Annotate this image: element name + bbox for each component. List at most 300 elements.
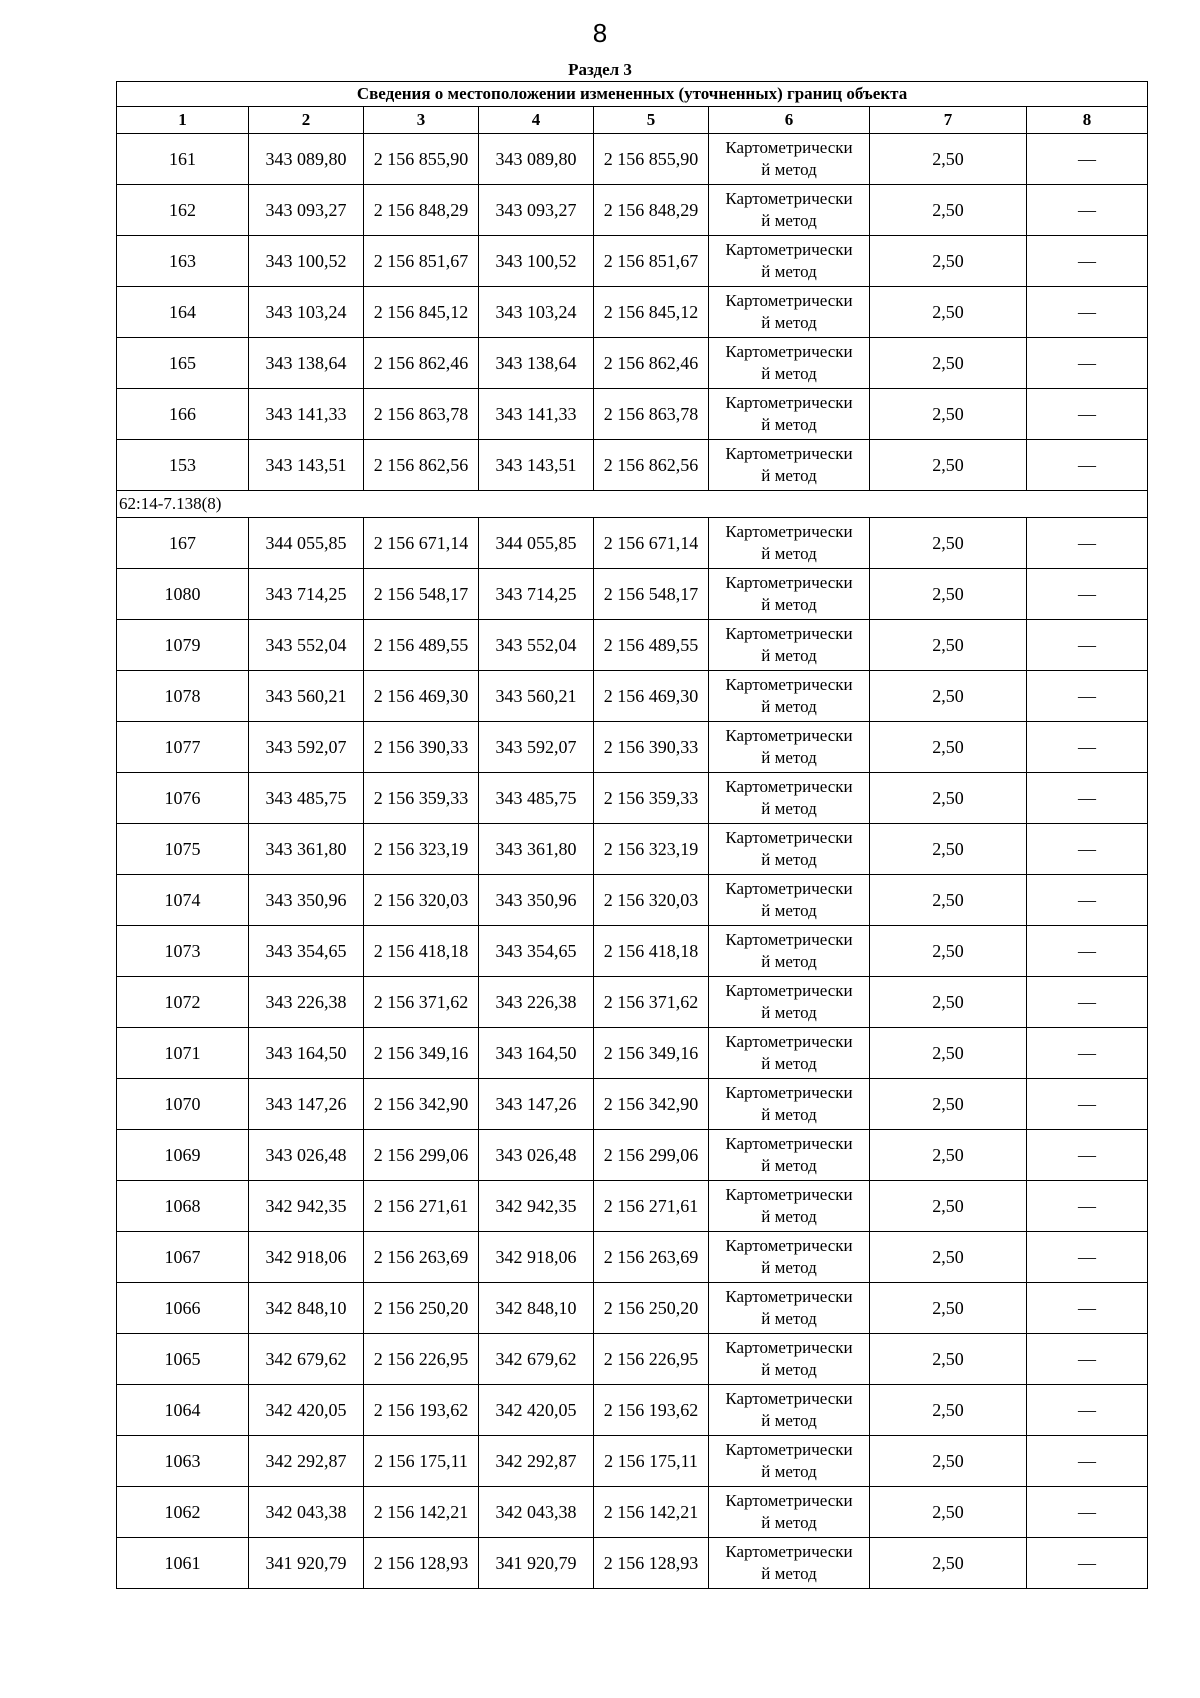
point-number: 164	[117, 287, 249, 338]
determination-method-line1: Картометрически	[725, 1440, 853, 1459]
determination-method-cell	[709, 185, 870, 236]
existing-x-coordinate: 342 679,62	[249, 1334, 364, 1385]
refined-y-coordinate: 2 156 548,17	[594, 569, 709, 620]
determination-method-line1: Картометрически	[725, 930, 853, 949]
determination-method-line2: й метод	[761, 952, 817, 971]
refined-y-coordinate: 2 156 851,67	[594, 236, 709, 287]
refined-x-coordinate: 343 147,26	[479, 1079, 594, 1130]
determination-method-line2: й метод	[761, 901, 817, 920]
determination-method-cell	[709, 1385, 870, 1436]
point-number: 1073	[117, 926, 249, 977]
existing-x-coordinate: 343 560,21	[249, 671, 364, 722]
accuracy-value: 2,50	[870, 824, 1027, 875]
determination-method-cell	[709, 440, 870, 491]
existing-x-coordinate: 343 164,50	[249, 1028, 364, 1079]
existing-y-coordinate: 2 156 848,29	[364, 185, 479, 236]
table-row	[117, 338, 1148, 389]
refined-x-coordinate: 342 043,38	[479, 1487, 594, 1538]
refined-x-coordinate: 343 026,48	[479, 1130, 594, 1181]
accuracy-value: 2,50	[870, 1283, 1027, 1334]
existing-y-coordinate: 2 156 851,67	[364, 236, 479, 287]
refined-y-coordinate: 2 156 359,33	[594, 773, 709, 824]
page-number: 8	[592, 18, 608, 48]
determination-method-line2: й метод	[761, 1258, 817, 1277]
determination-method-cell	[709, 236, 870, 287]
existing-y-coordinate: 2 156 299,06	[364, 1130, 479, 1181]
existing-y-coordinate: 2 156 271,61	[364, 1181, 479, 1232]
determination-method-cell	[709, 1487, 870, 1538]
table-row	[117, 773, 1148, 824]
refined-x-coordinate: 342 848,10	[479, 1283, 594, 1334]
table-row	[117, 722, 1148, 773]
accuracy-value: 2,50	[870, 134, 1027, 185]
determination-method-line2: й метод	[761, 1054, 817, 1073]
refined-y-coordinate: 2 156 848,29	[594, 185, 709, 236]
point-number: 1070	[117, 1079, 249, 1130]
refined-y-coordinate: 2 156 323,19	[594, 824, 709, 875]
determination-method-cell	[709, 338, 870, 389]
determination-method-line1: Картометрически	[725, 444, 853, 463]
refined-x-coordinate: 341 920,79	[479, 1538, 594, 1589]
existing-x-coordinate: 342 292,87	[249, 1436, 364, 1487]
accuracy-value: 2,50	[870, 569, 1027, 620]
refined-x-coordinate: 342 942,35	[479, 1181, 594, 1232]
determination-method-cell	[709, 824, 870, 875]
table-row	[117, 185, 1148, 236]
existing-y-coordinate: 2 156 489,55	[364, 620, 479, 671]
table-row	[117, 1487, 1148, 1538]
point-number: 1064	[117, 1385, 249, 1436]
determination-method-line1: Картометрически	[725, 879, 853, 898]
point-number: 1076	[117, 773, 249, 824]
no-description-dash: —	[1027, 926, 1148, 977]
refined-y-coordinate: 2 156 175,11	[594, 1436, 709, 1487]
determination-method-line1: Картометрически	[725, 675, 853, 694]
determination-method-line2: й метод	[761, 1462, 817, 1481]
existing-x-coordinate: 341 920,79	[249, 1538, 364, 1589]
refined-x-coordinate: 343 485,75	[479, 773, 594, 824]
column-number-5: 5	[594, 107, 709, 134]
existing-x-coordinate: 343 093,27	[249, 185, 364, 236]
existing-x-coordinate: 343 592,07	[249, 722, 364, 773]
accuracy-value: 2,50	[870, 236, 1027, 287]
existing-x-coordinate: 343 138,64	[249, 338, 364, 389]
determination-method-line1: Картометрически	[725, 1542, 853, 1561]
determination-method-cell	[709, 1079, 870, 1130]
existing-x-coordinate: 343 143,51	[249, 440, 364, 491]
existing-x-coordinate: 343 147,26	[249, 1079, 364, 1130]
determination-method-cell	[709, 389, 870, 440]
existing-y-coordinate: 2 156 418,18	[364, 926, 479, 977]
point-number: 165	[117, 338, 249, 389]
column-number-1: 1	[117, 107, 249, 134]
section-title: Раздел 3	[568, 60, 632, 79]
determination-method-line1: Картометрически	[725, 981, 853, 1000]
determination-method-line2: й метод	[761, 697, 817, 716]
table-row	[117, 1181, 1148, 1232]
determination-method-cell	[709, 671, 870, 722]
point-number: 1080	[117, 569, 249, 620]
table-row	[117, 671, 1148, 722]
refined-y-coordinate: 2 156 193,62	[594, 1385, 709, 1436]
determination-method-line1: Картометрически	[725, 291, 853, 310]
determination-method-line1: Картометрически	[725, 726, 853, 745]
table-row	[117, 440, 1148, 491]
no-description-dash: —	[1027, 977, 1148, 1028]
determination-method-line2: й метод	[761, 646, 817, 665]
refined-x-coordinate: 343 143,51	[479, 440, 594, 491]
existing-x-coordinate: 342 420,05	[249, 1385, 364, 1436]
no-description-dash: —	[1027, 518, 1148, 569]
column-number-6: 6	[709, 107, 870, 134]
refined-x-coordinate: 342 679,62	[479, 1334, 594, 1385]
point-number: 1068	[117, 1181, 249, 1232]
table-row	[117, 1436, 1148, 1487]
refined-x-coordinate: 343 138,64	[479, 338, 594, 389]
determination-method-cell	[709, 287, 870, 338]
boundary-coordinates-table	[116, 81, 1148, 1589]
refined-y-coordinate: 2 156 371,62	[594, 977, 709, 1028]
determination-method-line2: й метод	[761, 466, 817, 485]
refined-y-coordinate: 2 156 271,61	[594, 1181, 709, 1232]
determination-method-line2: й метод	[761, 1564, 817, 1583]
no-description-dash: —	[1027, 1436, 1148, 1487]
table-row	[117, 926, 1148, 977]
accuracy-value: 2,50	[870, 1487, 1027, 1538]
determination-method-cell	[709, 1130, 870, 1181]
refined-y-coordinate: 2 156 855,90	[594, 134, 709, 185]
accuracy-value: 2,50	[870, 1232, 1027, 1283]
no-description-dash: —	[1027, 236, 1148, 287]
existing-x-coordinate: 343 350,96	[249, 875, 364, 926]
determination-method-cell	[709, 134, 870, 185]
refined-x-coordinate: 343 552,04	[479, 620, 594, 671]
refined-y-coordinate: 2 156 469,30	[594, 671, 709, 722]
no-description-dash: —	[1027, 1283, 1148, 1334]
parcel-group-row	[117, 491, 1148, 518]
determination-method-line1: Картометрически	[725, 624, 853, 643]
existing-y-coordinate: 2 156 862,56	[364, 440, 479, 491]
determination-method-line1: Картометрически	[725, 189, 853, 208]
accuracy-value: 2,50	[870, 440, 1027, 491]
accuracy-value: 2,50	[870, 1028, 1027, 1079]
existing-x-coordinate: 342 918,06	[249, 1232, 364, 1283]
determination-method-line1: Картометрически	[725, 342, 853, 361]
determination-method-cell	[709, 875, 870, 926]
refined-x-coordinate: 342 918,06	[479, 1232, 594, 1283]
accuracy-value: 2,50	[870, 389, 1027, 440]
determination-method-cell	[709, 518, 870, 569]
table-caption-row	[117, 82, 1148, 107]
determination-method-line2: й метод	[761, 799, 817, 818]
determination-method-line2: й метод	[761, 364, 817, 383]
determination-method-line1: Картометрически	[725, 1338, 853, 1357]
point-number: 1063	[117, 1436, 249, 1487]
existing-y-coordinate: 2 156 263,69	[364, 1232, 479, 1283]
refined-y-coordinate: 2 156 845,12	[594, 287, 709, 338]
refined-x-coordinate: 343 141,33	[479, 389, 594, 440]
refined-x-coordinate: 343 226,38	[479, 977, 594, 1028]
accuracy-value: 2,50	[870, 518, 1027, 569]
no-description-dash: —	[1027, 134, 1148, 185]
point-number: 1065	[117, 1334, 249, 1385]
existing-y-coordinate: 2 156 320,03	[364, 875, 479, 926]
refined-y-coordinate: 2 156 349,16	[594, 1028, 709, 1079]
refined-y-coordinate: 2 156 299,06	[594, 1130, 709, 1181]
existing-y-coordinate: 2 156 175,11	[364, 1436, 479, 1487]
accuracy-value: 2,50	[870, 338, 1027, 389]
existing-x-coordinate: 343 026,48	[249, 1130, 364, 1181]
existing-x-coordinate: 343 103,24	[249, 287, 364, 338]
column-number-4: 4	[479, 107, 594, 134]
determination-method-line2: й метод	[761, 1513, 817, 1532]
determination-method-line1: Картометрически	[725, 828, 853, 847]
refined-y-coordinate: 2 156 142,21	[594, 1487, 709, 1538]
accuracy-value: 2,50	[870, 185, 1027, 236]
accuracy-value: 2,50	[870, 977, 1027, 1028]
determination-method-line1: Картометрически	[725, 522, 853, 541]
determination-method-line2: й метод	[761, 1309, 817, 1328]
existing-y-coordinate: 2 156 371,62	[364, 977, 479, 1028]
refined-y-coordinate: 2 156 263,69	[594, 1232, 709, 1283]
determination-method-cell	[709, 1283, 870, 1334]
refined-x-coordinate: 344 055,85	[479, 518, 594, 569]
determination-method-cell	[709, 722, 870, 773]
point-number: 161	[117, 134, 249, 185]
point-number: 1066	[117, 1283, 249, 1334]
determination-method-line1: Картометрически	[725, 1236, 853, 1255]
refined-y-coordinate: 2 156 863,78	[594, 389, 709, 440]
point-number: 1069	[117, 1130, 249, 1181]
table-row	[117, 824, 1148, 875]
accuracy-value: 2,50	[870, 671, 1027, 722]
refined-x-coordinate: 343 089,80	[479, 134, 594, 185]
point-number: 1062	[117, 1487, 249, 1538]
no-description-dash: —	[1027, 287, 1148, 338]
existing-y-coordinate: 2 156 250,20	[364, 1283, 479, 1334]
accuracy-value: 2,50	[870, 1385, 1027, 1436]
determination-method-cell	[709, 1181, 870, 1232]
column-number-2: 2	[249, 107, 364, 134]
existing-y-coordinate: 2 156 855,90	[364, 134, 479, 185]
existing-x-coordinate: 343 354,65	[249, 926, 364, 977]
existing-y-coordinate: 2 156 128,93	[364, 1538, 479, 1589]
refined-y-coordinate: 2 156 862,46	[594, 338, 709, 389]
refined-y-coordinate: 2 156 862,56	[594, 440, 709, 491]
refined-x-coordinate: 343 164,50	[479, 1028, 594, 1079]
table-row	[117, 1283, 1148, 1334]
determination-method-cell	[709, 926, 870, 977]
determination-method-line2: й метод	[761, 1411, 817, 1430]
determination-method-line2: й метод	[761, 748, 817, 767]
table-row	[117, 1079, 1148, 1130]
table-row	[117, 569, 1148, 620]
determination-method-line2: й метод	[761, 262, 817, 281]
determination-method-cell	[709, 620, 870, 671]
accuracy-value: 2,50	[870, 875, 1027, 926]
existing-x-coordinate: 343 226,38	[249, 977, 364, 1028]
determination-method-line2: й метод	[761, 1360, 817, 1379]
determination-method-line2: й метод	[761, 1105, 817, 1124]
existing-x-coordinate: 343 141,33	[249, 389, 364, 440]
table-row	[117, 875, 1148, 926]
column-number-3: 3	[364, 107, 479, 134]
no-description-dash: —	[1027, 722, 1148, 773]
determination-method-cell	[709, 773, 870, 824]
accuracy-value: 2,50	[870, 1130, 1027, 1181]
no-description-dash: —	[1027, 1181, 1148, 1232]
no-description-dash: —	[1027, 671, 1148, 722]
determination-method-line2: й метод	[761, 595, 817, 614]
existing-x-coordinate: 343 552,04	[249, 620, 364, 671]
table-row	[117, 236, 1148, 287]
point-number: 163	[117, 236, 249, 287]
refined-y-coordinate: 2 156 342,90	[594, 1079, 709, 1130]
existing-y-coordinate: 2 156 359,33	[364, 773, 479, 824]
determination-method-line1: Картометрически	[725, 1083, 853, 1102]
accuracy-value: 2,50	[870, 1436, 1027, 1487]
point-number: 1079	[117, 620, 249, 671]
point-number: 162	[117, 185, 249, 236]
refined-y-coordinate: 2 156 489,55	[594, 620, 709, 671]
refined-x-coordinate: 343 361,80	[479, 824, 594, 875]
existing-y-coordinate: 2 156 845,12	[364, 287, 479, 338]
refined-x-coordinate: 343 350,96	[479, 875, 594, 926]
table-caption: Сведения о местоположении измененных (уточненных) границ объекта	[117, 82, 1148, 107]
existing-x-coordinate: 342 942,35	[249, 1181, 364, 1232]
determination-method-cell	[709, 1436, 870, 1487]
point-number: 1077	[117, 722, 249, 773]
refined-y-coordinate: 2 156 320,03	[594, 875, 709, 926]
accuracy-value: 2,50	[870, 287, 1027, 338]
table-row	[117, 134, 1148, 185]
existing-x-coordinate: 343 100,52	[249, 236, 364, 287]
refined-x-coordinate: 342 420,05	[479, 1385, 594, 1436]
table-row	[117, 1028, 1148, 1079]
accuracy-value: 2,50	[870, 722, 1027, 773]
existing-y-coordinate: 2 156 193,62	[364, 1385, 479, 1436]
no-description-dash: —	[1027, 185, 1148, 236]
existing-y-coordinate: 2 156 390,33	[364, 722, 479, 773]
accuracy-value: 2,50	[870, 773, 1027, 824]
determination-method-cell	[709, 977, 870, 1028]
accuracy-value: 2,50	[870, 926, 1027, 977]
existing-y-coordinate: 2 156 142,21	[364, 1487, 479, 1538]
refined-y-coordinate: 2 156 671,14	[594, 518, 709, 569]
refined-x-coordinate: 343 103,24	[479, 287, 594, 338]
no-description-dash: —	[1027, 1028, 1148, 1079]
accuracy-value: 2,50	[870, 1079, 1027, 1130]
accuracy-value: 2,50	[870, 1181, 1027, 1232]
existing-y-coordinate: 2 156 226,95	[364, 1334, 479, 1385]
existing-x-coordinate: 343 485,75	[249, 773, 364, 824]
table-row	[117, 1385, 1148, 1436]
column-number-7: 7	[870, 107, 1027, 134]
point-number: 1075	[117, 824, 249, 875]
no-description-dash: —	[1027, 824, 1148, 875]
table-row	[117, 389, 1148, 440]
refined-x-coordinate: 342 292,87	[479, 1436, 594, 1487]
table-row	[117, 977, 1148, 1028]
existing-x-coordinate: 342 848,10	[249, 1283, 364, 1334]
no-description-dash: —	[1027, 1334, 1148, 1385]
point-number: 1071	[117, 1028, 249, 1079]
no-description-dash: —	[1027, 1487, 1148, 1538]
no-description-dash: —	[1027, 875, 1148, 926]
existing-x-coordinate: 343 714,25	[249, 569, 364, 620]
accuracy-value: 2,50	[870, 620, 1027, 671]
table-row	[117, 287, 1148, 338]
table-row	[117, 1538, 1148, 1589]
determination-method-line2: й метод	[761, 544, 817, 563]
existing-x-coordinate: 343 361,80	[249, 824, 364, 875]
determination-method-line2: й метод	[761, 1156, 817, 1175]
no-description-dash: —	[1027, 620, 1148, 671]
existing-y-coordinate: 2 156 349,16	[364, 1028, 479, 1079]
no-description-dash: —	[1027, 1130, 1148, 1181]
no-description-dash: —	[1027, 1538, 1148, 1589]
no-description-dash: —	[1027, 389, 1148, 440]
determination-method-cell	[709, 1334, 870, 1385]
refined-x-coordinate: 343 093,27	[479, 185, 594, 236]
parcel-cadastral-number: 62:14-7.138(8)	[117, 491, 1148, 518]
determination-method-line2: й метод	[761, 1003, 817, 1022]
determination-method-line2: й метод	[761, 850, 817, 869]
no-description-dash: —	[1027, 1385, 1148, 1436]
no-description-dash: —	[1027, 440, 1148, 491]
existing-y-coordinate: 2 156 671,14	[364, 518, 479, 569]
accuracy-value: 2,50	[870, 1334, 1027, 1385]
determination-method-cell	[709, 1232, 870, 1283]
refined-x-coordinate: 343 560,21	[479, 671, 594, 722]
table-row	[117, 1232, 1148, 1283]
refined-x-coordinate: 343 354,65	[479, 926, 594, 977]
determination-method-cell	[709, 1028, 870, 1079]
point-number: 1078	[117, 671, 249, 722]
determination-method-line1: Картометрически	[725, 1287, 853, 1306]
determination-method-line2: й метод	[761, 313, 817, 332]
table-row	[117, 1334, 1148, 1385]
determination-method-line2: й метод	[761, 1207, 817, 1226]
existing-y-coordinate: 2 156 548,17	[364, 569, 479, 620]
refined-y-coordinate: 2 156 390,33	[594, 722, 709, 773]
existing-y-coordinate: 2 156 862,46	[364, 338, 479, 389]
point-number: 1067	[117, 1232, 249, 1283]
determination-method-cell	[709, 1538, 870, 1589]
table-body	[117, 82, 1148, 1589]
determination-method-line1: Картометрически	[725, 1134, 853, 1153]
determination-method-line2: й метод	[761, 415, 817, 434]
point-number: 1074	[117, 875, 249, 926]
point-number: 1061	[117, 1538, 249, 1589]
no-description-dash: —	[1027, 773, 1148, 824]
existing-y-coordinate: 2 156 342,90	[364, 1079, 479, 1130]
point-number: 153	[117, 440, 249, 491]
determination-method-line1: Картометрически	[725, 1185, 853, 1204]
refined-y-coordinate: 2 156 250,20	[594, 1283, 709, 1334]
existing-x-coordinate: 344 055,85	[249, 518, 364, 569]
refined-y-coordinate: 2 156 128,93	[594, 1538, 709, 1589]
point-number: 167	[117, 518, 249, 569]
table-row	[117, 1130, 1148, 1181]
no-description-dash: —	[1027, 338, 1148, 389]
accuracy-value: 2,50	[870, 1538, 1027, 1589]
determination-method-line1: Картометрически	[725, 573, 853, 592]
column-number-8: 8	[1027, 107, 1148, 134]
no-description-dash: —	[1027, 1079, 1148, 1130]
determination-method-line1: Картометрически	[725, 1032, 853, 1051]
determination-method-line1: Картометрически	[725, 393, 853, 412]
